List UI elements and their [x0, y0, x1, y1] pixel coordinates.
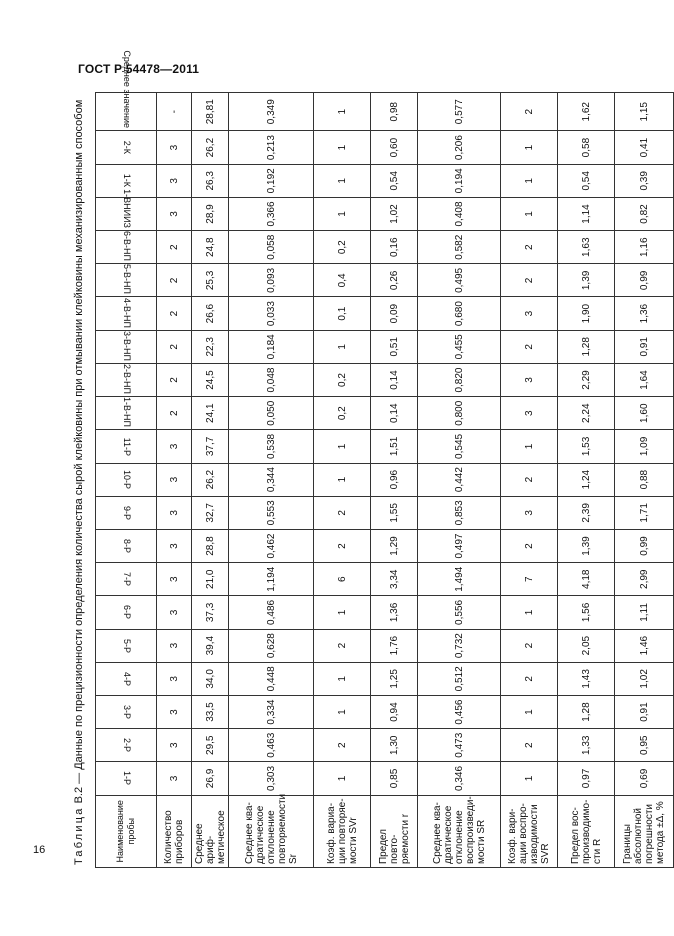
table-cell: 3 — [157, 629, 192, 662]
table-cell: 6 — [314, 563, 371, 596]
table-cell: 1 — [314, 695, 371, 728]
table-cell: 0,2 — [314, 231, 371, 264]
table-cell: 1 — [314, 596, 371, 629]
table-cell: 1 — [314, 93, 371, 131]
table-cell: 2 — [501, 662, 558, 695]
table-cell: 0,538 — [229, 430, 314, 463]
table-cell: 0,346 — [418, 762, 501, 795]
table-cell: 0,303 — [229, 762, 314, 795]
column-header — [96, 363, 157, 396]
table-cell: 1,43 — [558, 662, 615, 695]
column-header-label: 3-Р — [121, 705, 132, 720]
table-cell: 1,33 — [558, 729, 615, 762]
table-cell: 1 — [501, 695, 558, 728]
table-cell: 0,853 — [418, 496, 501, 529]
table-cell: 26,9 — [192, 762, 229, 795]
table-cell: 3 — [501, 297, 558, 330]
table-cell: 2 — [501, 729, 558, 762]
table-cell: 0,85 — [371, 762, 418, 795]
table-cell: 0,41 — [615, 131, 674, 164]
table-cell: 0,577 — [418, 93, 501, 131]
table-cell: 0,82 — [615, 197, 674, 230]
table-cell: 26,2 — [192, 131, 229, 164]
table-cell: 1,39 — [558, 264, 615, 297]
table-cell: 3 — [157, 729, 192, 762]
table-cell: 0,213 — [229, 131, 314, 164]
table-cell: 0,553 — [229, 496, 314, 529]
table-cell: 0,033 — [229, 297, 314, 330]
column-header — [96, 330, 157, 363]
table-cell: 2 — [157, 297, 192, 330]
table-cell: 0,96 — [371, 463, 418, 496]
table-cell: 0,462 — [229, 529, 314, 562]
table-cell: 3 — [501, 496, 558, 529]
row-header: Среднее ква-дратическое отклонение повторяемости Sr — [229, 795, 314, 867]
table-cell: 2 — [501, 330, 558, 363]
row-header: Количество приборов — [157, 795, 192, 867]
column-header — [96, 297, 157, 330]
table-cell: 37,3 — [192, 596, 229, 629]
column-header — [96, 496, 157, 529]
column-header-label: 1-К — [121, 174, 132, 188]
table-cell: 1 — [501, 762, 558, 795]
table-cell: 2 — [501, 231, 558, 264]
table-cell: 28,81 — [192, 93, 229, 131]
table-cell: 0,556 — [418, 596, 501, 629]
table-cell: 0,497 — [418, 529, 501, 562]
table-row — [558, 93, 615, 868]
table-cell: 0,14 — [371, 363, 418, 396]
table-cell: 0,442 — [418, 463, 501, 496]
column-header-label: 11-Р — [121, 437, 132, 456]
table-cell: 0,194 — [418, 164, 501, 197]
table-cell: 0,39 — [615, 164, 674, 197]
table-cell: 1 — [501, 596, 558, 629]
table-cell: 1,29 — [371, 529, 418, 562]
column-header — [96, 563, 157, 596]
table-cell: 2 — [314, 729, 371, 762]
table-cell: 0,448 — [229, 662, 314, 695]
column-header — [96, 629, 157, 662]
table-cell: 24,8 — [192, 231, 229, 264]
table-cell: 2 — [501, 529, 558, 562]
table-cell: 3 — [157, 496, 192, 529]
table-row — [229, 93, 314, 868]
table-cell: 2,39 — [558, 496, 615, 529]
column-header — [96, 596, 157, 629]
table-cell: 0,093 — [229, 264, 314, 297]
table-cell: 0,51 — [371, 330, 418, 363]
table-body — [157, 93, 674, 868]
table-cell: 0,366 — [229, 197, 314, 230]
table-cell: 0,91 — [615, 695, 674, 728]
table-cell: 0,680 — [418, 297, 501, 330]
table-cell: 3 — [157, 529, 192, 562]
table-row — [371, 93, 418, 868]
table-cell: 0,408 — [418, 197, 501, 230]
column-header-label: 2-Р — [121, 738, 132, 753]
table-cell: 2 — [157, 231, 192, 264]
table-cell: 1 — [314, 131, 371, 164]
table-cell: 0,800 — [418, 397, 501, 430]
row-header: Предел повто-ряемости r — [371, 795, 418, 867]
column-header — [96, 189, 157, 230]
table-cell: 26,6 — [192, 297, 229, 330]
table-cell: 1,90 — [558, 297, 615, 330]
table-cell: 1 — [501, 197, 558, 230]
table-cell: 28,9 — [192, 197, 229, 230]
table-cell: 29,5 — [192, 729, 229, 762]
table-cell: 25,3 — [192, 264, 229, 297]
table-cell: 0,206 — [418, 131, 501, 164]
column-header — [96, 762, 157, 795]
table-row — [418, 93, 501, 868]
table-cell: 1,11 — [615, 596, 674, 629]
table-cell: 0,184 — [229, 330, 314, 363]
caption-text: В.2 — Данные по прецизионности определения количества сырой клейковины при отмывании клейковины механизированным способом — [73, 99, 85, 807]
table-cell: 0,486 — [229, 596, 314, 629]
table-cell: 0,26 — [371, 264, 418, 297]
table-cell: 0,349 — [229, 93, 314, 131]
column-header-label: 5-Р — [121, 638, 132, 653]
table-cell: 0,495 — [418, 264, 501, 297]
column-header — [96, 529, 157, 562]
table-cell: 0,99 — [615, 264, 674, 297]
column-header-label: 6-В-НП — [121, 231, 132, 262]
table-cell: 0,88 — [615, 463, 674, 496]
table-cell: 2 — [157, 264, 192, 297]
table-cell: 0,4 — [314, 264, 371, 297]
table-cell: 2,24 — [558, 397, 615, 430]
table-cell: 1,64 — [615, 363, 674, 396]
table-cell: 1 — [314, 197, 371, 230]
table-cell: 1 — [314, 430, 371, 463]
table-cell: 0,344 — [229, 463, 314, 496]
column-header — [96, 463, 157, 496]
table-cell: 1 — [501, 164, 558, 197]
table-cell: 3 — [157, 662, 192, 695]
table-cell: 0,94 — [371, 695, 418, 728]
table-cell: 33,5 — [192, 695, 229, 728]
column-header-label: 2-К — [121, 140, 132, 155]
table-cell: 1 — [501, 131, 558, 164]
table-cell: 0,050 — [229, 397, 314, 430]
column-header-label: 8-Р — [121, 539, 132, 554]
table-cell: 1 — [501, 430, 558, 463]
column-header-label: 1-ВНИИЗ — [121, 189, 132, 229]
table-cell: 3 — [157, 430, 192, 463]
table-cell: 0,192 — [229, 164, 314, 197]
column-header-label: Среднее значение — [121, 50, 132, 129]
table-cell: 0,334 — [229, 695, 314, 728]
table-cell: 1 — [314, 662, 371, 695]
table-cell: 2 — [501, 463, 558, 496]
table-cell: 34,0 — [192, 662, 229, 695]
column-header — [96, 397, 157, 430]
table-cell: 24,1 — [192, 397, 229, 430]
table-cell: 2 — [314, 629, 371, 662]
table-cell: 0,95 — [615, 729, 674, 762]
column-header — [96, 729, 157, 762]
caption-label: Таблица — [73, 806, 85, 865]
column-header — [96, 430, 157, 463]
table-cell: 3 — [157, 596, 192, 629]
column-header-label: 4-В-НП — [121, 297, 132, 328]
table-cell: 0,820 — [418, 363, 501, 396]
column-header-label: 6-Р — [121, 605, 132, 620]
table-cell: 0,91 — [615, 330, 674, 363]
row-header: Среднее ариф-метическое — [192, 795, 229, 867]
table-cell: 1,02 — [371, 197, 418, 230]
table-cell: 3 — [157, 164, 192, 197]
table-cell: 2 — [157, 397, 192, 430]
page-number: 16 — [33, 844, 46, 856]
table-cell: 21,0 — [192, 563, 229, 596]
table-cell: 0,98 — [371, 93, 418, 131]
table-cell: 0,60 — [371, 131, 418, 164]
table-cell: 0,545 — [418, 430, 501, 463]
column-header-label: 7-Р — [121, 572, 132, 587]
column-header — [96, 662, 157, 695]
table-cell: 0,048 — [229, 363, 314, 396]
table-cell: 1,71 — [615, 496, 674, 529]
table-cell: 1,24 — [558, 463, 615, 496]
column-header — [96, 264, 157, 297]
table-cell: 0,1 — [314, 297, 371, 330]
table-row — [501, 93, 558, 868]
column-header-label: 2-В-НП — [121, 364, 132, 395]
table-cell: 24,5 — [192, 363, 229, 396]
table-caption — [73, 100, 85, 865]
table-cell: 3 — [501, 397, 558, 430]
table-cell: 1 — [314, 164, 371, 197]
table-cell: 1,55 — [371, 496, 418, 529]
table-cell: 39,4 — [192, 629, 229, 662]
table-cell: 37,7 — [192, 430, 229, 463]
table-cell: 1,53 — [558, 430, 615, 463]
table-cell: 1,76 — [371, 629, 418, 662]
table-cell: 1,63 — [558, 231, 615, 264]
table-cell: 4,18 — [558, 563, 615, 596]
row-header: Коэф. вариа-ции повторяе-мости SVr — [314, 795, 371, 867]
table-cell: 1,30 — [371, 729, 418, 762]
table-cell: 2,05 — [558, 629, 615, 662]
table-cell: 3 — [157, 563, 192, 596]
table-cell: 0,54 — [558, 164, 615, 197]
table-cell: 3 — [157, 463, 192, 496]
document-header: ГОСТ Р 54478—2011 — [78, 62, 200, 76]
table-row — [615, 93, 674, 868]
table-cell: 0,2 — [314, 363, 371, 396]
column-header-label: 4-Р — [121, 671, 132, 686]
table-cell: 3 — [157, 762, 192, 795]
table-cell: 32,7 — [192, 496, 229, 529]
table-row — [157, 93, 192, 868]
table-cell: 3 — [501, 363, 558, 396]
table-cell: 1,15 — [615, 93, 674, 131]
table-cell: 0,628 — [229, 629, 314, 662]
table-cell: 1,16 — [615, 231, 674, 264]
table-cell: 2 — [501, 629, 558, 662]
table-cell: 1 — [314, 762, 371, 795]
table-cell: 0,582 — [418, 231, 501, 264]
table-cell: 26,3 — [192, 164, 229, 197]
table-cell: 1,494 — [418, 563, 501, 596]
column-header-label: 3-В-НП — [121, 330, 132, 361]
table-cell: 1,36 — [615, 297, 674, 330]
table-cell: 0,14 — [371, 397, 418, 430]
table-cell: 0,455 — [418, 330, 501, 363]
table-cell: 2 — [157, 330, 192, 363]
table-cell: 28,8 — [192, 529, 229, 562]
column-header-label: 1-В-НП — [121, 397, 132, 428]
table-cell: 0,99 — [615, 529, 674, 562]
table-cell: 0,463 — [229, 729, 314, 762]
table-cell: 1,02 — [615, 662, 674, 695]
row-header: Коэф. вари-ации воспро-изводимости SVR — [501, 795, 558, 867]
column-header-label: 10-Р — [121, 470, 132, 490]
table-header-row — [96, 93, 157, 868]
table-cell: 1,28 — [558, 330, 615, 363]
table-cell: 0,2 — [314, 397, 371, 430]
table-cell: 2 — [501, 264, 558, 297]
table-cell: 1,36 — [371, 596, 418, 629]
table-row — [192, 93, 229, 868]
table-cell: 0,69 — [615, 762, 674, 795]
table-cell: 7 — [501, 563, 558, 596]
table-cell: 1,39 — [558, 529, 615, 562]
table-cell: 1,25 — [371, 662, 418, 695]
table-row — [314, 93, 371, 868]
table-cell: 1,09 — [615, 430, 674, 463]
table-cell: 0,58 — [558, 131, 615, 164]
table-cell: 2 — [314, 529, 371, 562]
table-cell: 1,194 — [229, 563, 314, 596]
corner-header: Наименование пробы — [96, 795, 157, 867]
table-cell: 2,29 — [558, 363, 615, 396]
table-cell: 0,54 — [371, 164, 418, 197]
table-cell: 1,46 — [615, 629, 674, 662]
table-cell: 3,34 — [371, 563, 418, 596]
table-cell: 3 — [157, 131, 192, 164]
column-header — [96, 695, 157, 728]
table-cell: 1,60 — [615, 397, 674, 430]
row-header: Предел вос-производимо-сти R — [558, 795, 615, 867]
column-header-label: 5-В-НП — [121, 264, 132, 295]
column-header — [96, 131, 157, 164]
table-cell: 1,51 — [371, 430, 418, 463]
column-header — [96, 231, 157, 264]
table-cell: 1,62 — [558, 93, 615, 131]
table-cell: 0,473 — [418, 729, 501, 762]
table-cell: 1,56 — [558, 596, 615, 629]
table-cell: 0,732 — [418, 629, 501, 662]
table-cell: 0,058 — [229, 231, 314, 264]
table-cell: 3 — [157, 197, 192, 230]
row-header: Границы абсолютной погрешности метода ±Δ, % — [615, 795, 674, 867]
column-header-label: 1-Р — [121, 771, 132, 786]
table-cell: 1 — [314, 330, 371, 363]
row-header: Среднее ква-дратическое отклонение воспроизведи-мости SR — [418, 795, 501, 867]
table-cell: 0,16 — [371, 231, 418, 264]
table-cell: 2 — [157, 363, 192, 396]
table-cell: - — [157, 93, 192, 131]
table-cell: 2 — [314, 496, 371, 529]
table-cell: 0,09 — [371, 297, 418, 330]
table-cell: 3 — [157, 695, 192, 728]
table-cell: 2,99 — [615, 563, 674, 596]
table-cell: 1 — [314, 463, 371, 496]
table-cell: 1,28 — [558, 695, 615, 728]
table-cell: 0,456 — [418, 695, 501, 728]
table-cell: 2 — [501, 93, 558, 131]
table-cell: 0,512 — [418, 662, 501, 695]
table-cell: 1,14 — [558, 197, 615, 230]
table-cell: 22,3 — [192, 330, 229, 363]
table-cell: 26,2 — [192, 463, 229, 496]
column-header-label: 9-Р — [121, 505, 132, 520]
table-cell: 0,97 — [558, 762, 615, 795]
